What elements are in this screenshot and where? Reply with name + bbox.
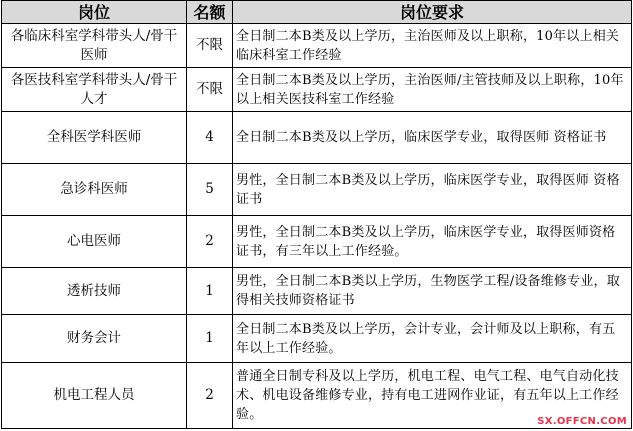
- requirement-cell: 男性，全日制二本B类以上学历，生物医学工程/设备维修专业，取得相关技师资格证书: [233, 268, 632, 315]
- header-position: 岗位: [2, 1, 187, 24]
- table-row: [2, 68, 632, 112]
- quota-cell: 5: [187, 164, 233, 216]
- header-requirement: 岗位要求: [233, 1, 632, 24]
- site-watermark: SX.OFFCN.COM: [537, 416, 627, 427]
- position-cell: 心电医师: [2, 216, 187, 268]
- position-cell: 各临床科室学科带头人/骨干医师: [2, 24, 187, 68]
- requirement-cell: 男性，全日制二本B类及以上学历，临床医学专业，取得医师资格证书，有三年以上工作经验。: [233, 216, 632, 268]
- table-row: [2, 24, 632, 68]
- position-cell: 急诊科医师: [2, 164, 187, 216]
- table-row: [2, 112, 632, 164]
- table-row: [2, 164, 632, 216]
- position-cell: 财务会计: [2, 315, 187, 363]
- quota-cell: 不限: [187, 24, 233, 68]
- quota-cell: 1: [187, 268, 233, 315]
- quota-cell: 2: [187, 216, 233, 268]
- quota-cell: 不限: [187, 68, 233, 112]
- requirement-cell: 男性，全日制二本B类及以上学历，临床医学专业，取得医师 资格证书: [233, 164, 632, 216]
- quota-cell: 4: [187, 112, 233, 164]
- position-cell: 透析技师: [2, 268, 187, 315]
- table-row: [2, 268, 632, 315]
- requirement-cell: 全日制二本B类及以上学历，临床医学专业，取得医师 资格证书: [233, 112, 632, 164]
- table-header-row: [2, 1, 632, 24]
- position-cell: 各医技科室学科带头人/骨干人才: [2, 68, 187, 112]
- quota-cell: 2: [187, 363, 233, 429]
- requirement-cell: 全日制二本B类及以上学历，主治医师及以上职称，10年以上相关临床科室工作经验: [233, 24, 632, 68]
- table-row: [2, 216, 632, 268]
- requirement-cell: 全日制二本B类及以上学历，会计专业，会计师及以上职称，有五年以上工作经验。: [233, 315, 632, 363]
- table-row: [2, 315, 632, 363]
- requirement-cell: 全日制二本B类及以上学历，主治医师/主管技师及以上职称，10年以上相关医技科室工作经验: [233, 68, 632, 112]
- quota-cell: 1: [187, 315, 233, 363]
- position-cell: 全科医学科医师: [2, 112, 187, 164]
- position-cell: 机电工程人员: [2, 363, 187, 429]
- header-quota: 名额: [187, 1, 233, 24]
- recruitment-table: [1, 0, 632, 429]
- requirement-cell: 普通全日制专科及以上学历，机电工程、电气工程、电气自动化技术、机电设备维修专业，持有电工进网作业证，有五年以上工作经验。: [233, 363, 632, 429]
